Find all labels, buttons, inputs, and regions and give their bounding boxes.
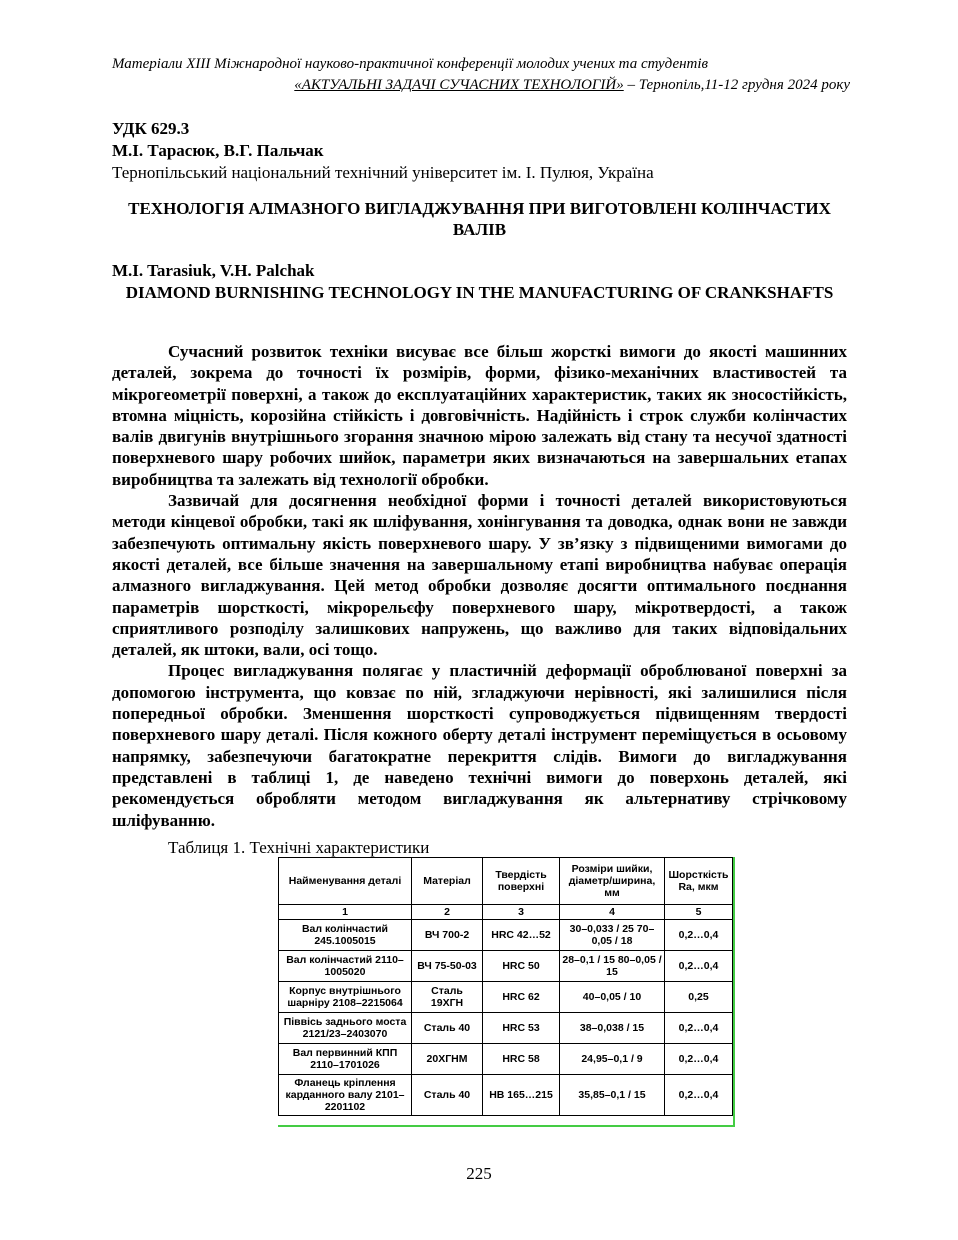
column-number-row bbox=[279, 905, 733, 920]
table-row bbox=[279, 1044, 733, 1075]
table-cell: Вал колінчастий 245.1005015 bbox=[279, 920, 412, 951]
title-en: DIAMOND BURNISHING TECHNOLOGY IN THE MANUFACTURING OF CRANKSHAFTS bbox=[125, 283, 834, 302]
table-cell: 24,95–0,1 / 9 bbox=[560, 1044, 665, 1075]
column-number: 5 bbox=[665, 905, 733, 920]
table-row bbox=[279, 920, 733, 951]
article-body bbox=[112, 341, 847, 831]
column-number: 3 bbox=[483, 905, 560, 920]
paragraph: Процес вигладжування полягає у пластичній деформації оброблюваної поверхні за допомогою інструмента, що ковзає по ній, згладжуючи нерівності, які залишилися після попередньої обробки. Зменшення шорсткості супроводжується підвищенням твердості поверхневого шару деталі. Після кожного оберту деталі інструмент переміщується в осьовому напрямку, забезпечуючи багатократне перекриття слідів. Вимоги до вигладжування представлені в таблиці 1, де наведено технічні вимоги до поверхонь деталей, які рекомендується обробляти методом вигладжування як альтернативу стрічковому шліфуванню. bbox=[112, 661, 847, 830]
table-cell: 40–0,05 / 10 bbox=[560, 982, 665, 1013]
column-header: Розміри шийки, діаметр/ширина, мм bbox=[560, 858, 665, 905]
table-cell: 0,2…0,4 bbox=[665, 1044, 733, 1075]
table-cell: 28–0,1 / 15 80–0,05 / 15 bbox=[560, 951, 665, 982]
column-number: 2 bbox=[412, 905, 483, 920]
table-cell: Вал колінчастий 2110–1005020 bbox=[279, 951, 412, 982]
table-cell: 0,25 bbox=[665, 982, 733, 1013]
title-ua: ТЕХНОЛОГІЯ АЛМАЗНОГО ВИГЛАДЖУВАННЯ ПРИ ВИГОТОВЛЕНІ КОЛІНЧАСТИХ ВАЛІВ bbox=[128, 199, 831, 239]
table-cell: 0,2…0,4 bbox=[665, 1075, 733, 1116]
table-cell: Сталь 40 bbox=[412, 1075, 483, 1116]
affiliation: Тернопільський національний технічний університет ім. І. Пулюя, Україна bbox=[112, 163, 654, 182]
column-header: Матеріал bbox=[412, 858, 483, 905]
column-number: 1 bbox=[279, 905, 412, 920]
article-meta bbox=[112, 118, 654, 184]
table-cell: Сталь 40 bbox=[412, 1013, 483, 1044]
specs-table bbox=[278, 857, 733, 1116]
table-cell: HRC 58 bbox=[483, 1044, 560, 1075]
table-row bbox=[279, 1075, 733, 1116]
table-cell: Корпус внутрішнього шарніру 2108–2215064 bbox=[279, 982, 412, 1013]
table-cell: 30–0,033 / 25 70–0,05 / 18 bbox=[560, 920, 665, 951]
column-header: Найменування деталі bbox=[279, 858, 412, 905]
table-cell: 0,2…0,4 bbox=[665, 951, 733, 982]
table-cell: НВ 165…215 bbox=[483, 1075, 560, 1116]
conference-header bbox=[110, 54, 850, 96]
table-container bbox=[278, 857, 735, 1127]
paragraph: Сучасний розвиток техніки висуває все більш жорсткі вимоги до якості машинних деталей, зокрема до точності їх розмірів, форми, фізико-механічних властивостей та мікрогеометрії поверхні, а також до експлуатаційних характеристик, таких як зносостійкість, втомна міцність, корозійна стійкість і довговічність. Надійність і строк служби колінчастих валів двигунів внутрішнього згорання значною мірою залежать від стану та несучої здатності поверхневого шару робочих шийок, параметри яких визначаються на завершальних етапах виробництва та залежать від технології обробки. bbox=[112, 342, 847, 489]
table-cell: HRC 62 bbox=[483, 982, 560, 1013]
table-cell: ВЧ 700-2 bbox=[412, 920, 483, 951]
conference-name: «АКТУАЛЬНІ ЗАДАЧІ СУЧАСНИХ ТЕХНОЛОГІЙ» bbox=[294, 77, 624, 93]
table-cell: 0,2…0,4 bbox=[665, 1013, 733, 1044]
column-header: Твердість поверхні bbox=[483, 858, 560, 905]
authors-ua: М.І. Тарасюк, В.Г. Пальчак bbox=[112, 141, 324, 160]
table-caption: Таблиця 1. Технічні характеристики bbox=[168, 838, 430, 857]
table-cell: HRC 50 bbox=[483, 951, 560, 982]
paragraph: Зазвичай для досягнення необхідної форми і точності деталей використовуються методи кінцевої обробки, такі як шліфування, хонінгування та доводка, однак вони не завжди забезпечують оптимальну якість поверхневого шару. У зв’язку з підвищеними вимогами до якості деталей, все більше значення на завершальному етапі виробництва набуває операція алмазного вигладжування. Цей метод обробки дозволяє досягти оптимального поєднання параметрів шорсткості, мікрорельєфу поверхневого шару, мікротвердості, а також сприятливого розподілу залишкових напружень, що важливо для таких відповідальних деталей, як штоки, вали, осі тощо. bbox=[112, 491, 847, 660]
column-header: Шорсткість Ra, мкм bbox=[665, 858, 733, 905]
table-cell: Піввісь заднього моста 2121/23–2403070 bbox=[279, 1013, 412, 1044]
table-row bbox=[279, 951, 733, 982]
table-cell: 20ХГНМ bbox=[412, 1044, 483, 1075]
table-cell: 0,2…0,4 bbox=[665, 920, 733, 951]
column-number: 4 bbox=[560, 905, 665, 920]
table-cell: ВЧ 75-50-03 bbox=[412, 951, 483, 982]
table-cell: Сталь 19ХГН bbox=[412, 982, 483, 1013]
header-line-2 bbox=[110, 75, 850, 96]
table-cell: HRC 42…52 bbox=[483, 920, 560, 951]
header-line-1: Матеріали XIII Міжнародної науково-практичної конференції молодих учених та студентів bbox=[112, 56, 709, 72]
table-cell: 35,85–0,1 / 15 bbox=[560, 1075, 665, 1116]
table-cell: HRC 53 bbox=[483, 1013, 560, 1044]
conference-date: – Тернопіль,11-12 грудня 2024 року bbox=[623, 77, 850, 93]
authors-en: M.I. Tarasiuk, V.H. Palchak bbox=[112, 261, 315, 280]
udk: УДК 629.3 bbox=[112, 119, 190, 138]
table-row bbox=[279, 982, 733, 1013]
page-number: 225 bbox=[466, 1164, 492, 1183]
table-cell: Фланець кріплення карданного валу 2101–2201102 bbox=[279, 1075, 412, 1116]
table-cell: 38–0,038 / 15 bbox=[560, 1013, 665, 1044]
table-header-row bbox=[279, 858, 733, 905]
table-cell: Вал первинний КПП 2110–1701026 bbox=[279, 1044, 412, 1075]
table-row bbox=[279, 1013, 733, 1044]
